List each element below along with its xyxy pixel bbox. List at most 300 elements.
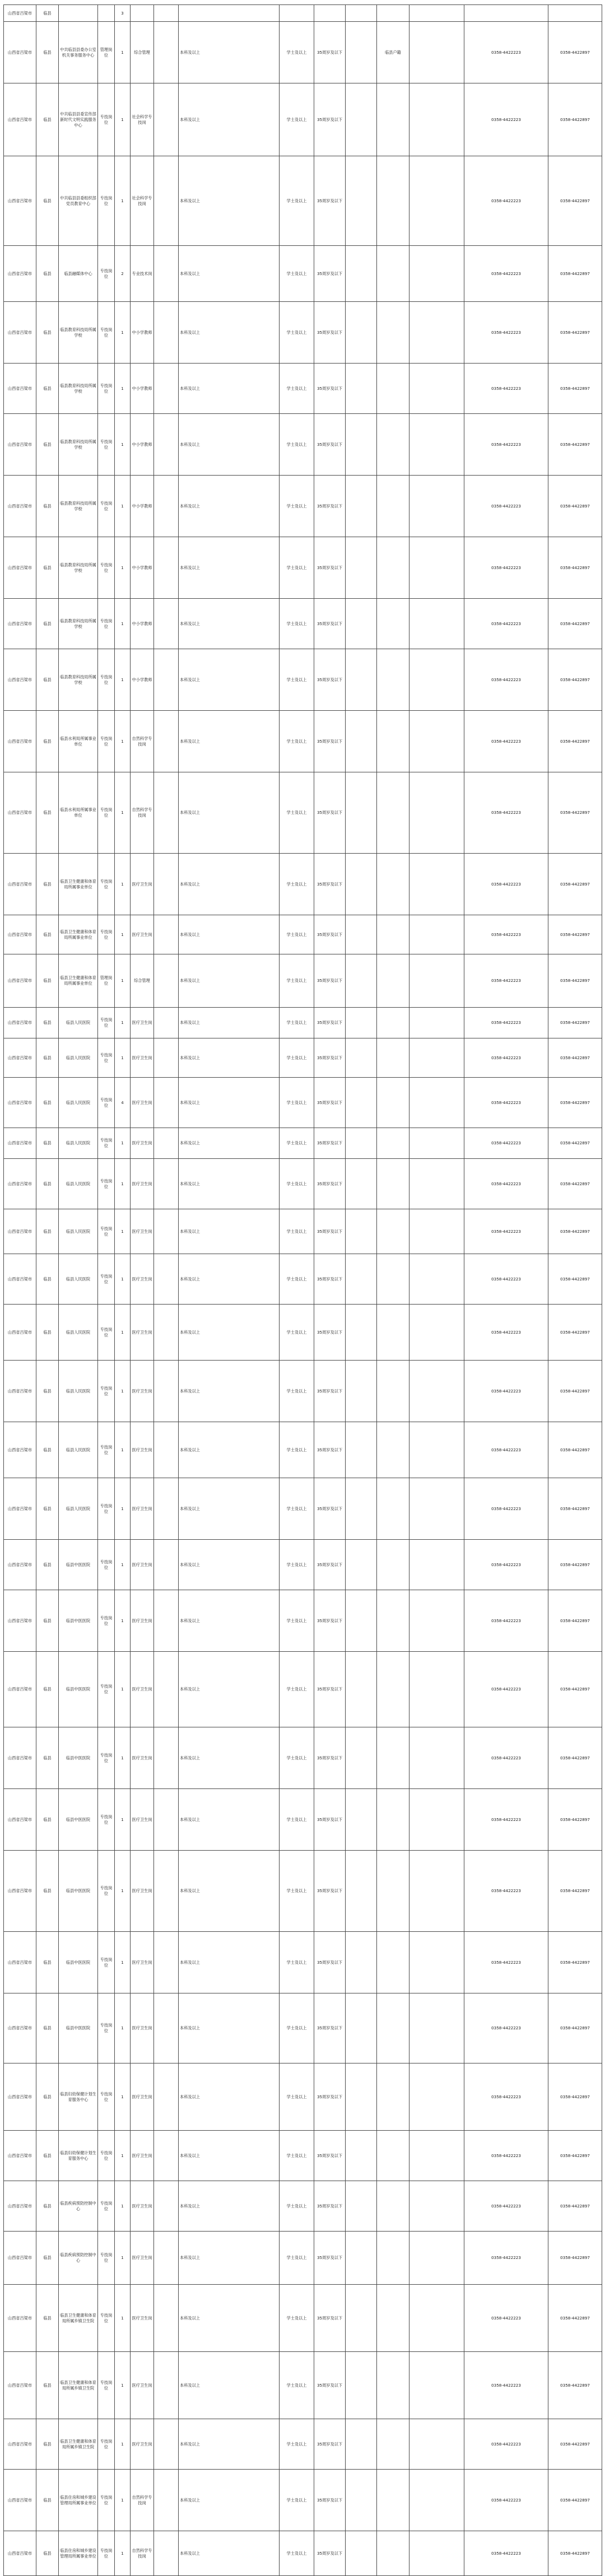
table-cell: 本科及以上 — [179, 2419, 280, 2470]
table-cell: 临县 — [36, 1652, 59, 1727]
table-cell: 临县 — [36, 2285, 59, 2352]
table-cell: 临县住房和城乡建设管理局所属事业单位 — [59, 2531, 98, 2576]
table-cell — [154, 711, 179, 772]
table-cell: 学士及以上 — [280, 1652, 314, 1727]
table-cell — [346, 22, 377, 83]
table-row — [4, 22, 602, 83]
table-cell — [346, 2063, 377, 2131]
table-cell: 0358-4422897 — [548, 537, 602, 599]
table-row — [4, 1932, 602, 1993]
table-cell — [377, 1932, 409, 1993]
table-cell: 0358-4422223 — [464, 772, 548, 854]
table-cell — [409, 2131, 464, 2181]
table-cell: 35周岁及以下 — [314, 2352, 346, 2419]
table-cell: 35周岁及以下 — [314, 476, 346, 537]
table-cell: 0358-4422223 — [464, 156, 548, 246]
table-cell — [179, 5, 280, 22]
table-cell: 0358-4422223 — [464, 854, 548, 915]
table-body — [4, 5, 602, 2576]
table-cell: 临县水利局所属事业单位 — [59, 711, 98, 772]
table-cell: 临县 — [36, 954, 59, 1008]
table-cell: 学士及以上 — [280, 854, 314, 915]
table-cell — [154, 1159, 179, 1209]
table-cell: 0358-4422897 — [548, 2181, 602, 2232]
table-cell: 山西省吕梁市 — [4, 2232, 36, 2285]
table-cell — [346, 599, 377, 649]
table-cell — [154, 1422, 179, 1478]
table-cell: 临县 — [36, 2131, 59, 2181]
table-cell: 临县 — [36, 915, 59, 954]
table-cell: 0358-4422897 — [548, 1422, 602, 1478]
table-cell — [409, 1305, 464, 1361]
table-cell: 0358-4422223 — [464, 364, 548, 414]
table-cell: 临县 — [36, 246, 59, 302]
table-cell: 中小学教师 — [131, 364, 154, 414]
table-cell — [409, 302, 464, 364]
table-cell: 35周岁及以下 — [314, 2181, 346, 2232]
table-cell: 35周岁及以下 — [314, 2470, 346, 2531]
table-cell — [409, 83, 464, 156]
table-cell: 35周岁及以下 — [314, 302, 346, 364]
table-cell: 1 — [115, 599, 131, 649]
table-cell — [409, 22, 464, 83]
table-cell: 医疗卫生岗 — [131, 1993, 154, 2063]
table-cell: 医疗卫生岗 — [131, 1727, 154, 1789]
table-cell: 本科及以上 — [179, 1038, 280, 1078]
table-cell: 35周岁及以下 — [314, 1478, 346, 1540]
table-cell: 临县卫生健康和体育局所属事业单位 — [59, 854, 98, 915]
table-cell: 1 — [115, 1361, 131, 1422]
table-cell — [154, 1128, 179, 1159]
table-row — [4, 1422, 602, 1478]
table-cell — [377, 2352, 409, 2419]
table-cell — [154, 414, 179, 476]
table-cell: 1 — [115, 2470, 131, 2531]
table-cell — [377, 954, 409, 1008]
table-cell: 0358-4422223 — [464, 2181, 548, 2232]
table-cell — [346, 1932, 377, 1993]
table-cell — [409, 1254, 464, 1305]
table-cell: 1 — [115, 1993, 131, 2063]
table-cell — [377, 711, 409, 772]
table-cell — [377, 414, 409, 476]
table-cell: 本科及以上 — [179, 1478, 280, 1540]
table-cell: 0358-4422223 — [464, 1932, 548, 1993]
table-cell: 本科及以上 — [179, 1209, 280, 1254]
table-cell: 医疗卫生岗 — [131, 1590, 154, 1652]
table-cell: 山西省吕梁市 — [4, 83, 36, 156]
table-cell: 35周岁及以下 — [314, 1361, 346, 1422]
table-cell: 0358-4422897 — [548, 476, 602, 537]
table-cell: 山西省吕梁市 — [4, 1209, 36, 1254]
table-cell — [346, 854, 377, 915]
table-cell — [154, 2470, 179, 2531]
table-cell: 35周岁及以下 — [314, 772, 346, 854]
table-cell: 山西省吕梁市 — [4, 1932, 36, 1993]
table-cell — [154, 156, 179, 246]
table-cell — [409, 2063, 464, 2131]
table-cell: 本科及以上 — [179, 599, 280, 649]
table-cell: 临县人民医院 — [59, 1305, 98, 1361]
table-cell: 本科及以上 — [179, 649, 280, 711]
table-cell — [346, 1361, 377, 1422]
table-cell: 临县 — [36, 649, 59, 711]
table-cell — [377, 2419, 409, 2470]
table-cell: 专技岗位 — [98, 1478, 115, 1540]
table-cell: 35周岁及以下 — [314, 954, 346, 1008]
table-cell: 学士及以上 — [280, 476, 314, 537]
table-cell: 0358-4422897 — [548, 1478, 602, 1540]
table-cell: 医疗卫生岗 — [131, 1652, 154, 1727]
table-cell — [346, 414, 377, 476]
table-cell — [409, 5, 464, 22]
table-row — [4, 1727, 602, 1789]
table-row — [4, 1159, 602, 1209]
table-cell — [346, 1652, 377, 1727]
table-cell: 0358-4422223 — [464, 649, 548, 711]
table-cell: 0358-4422897 — [548, 1305, 602, 1361]
table-cell — [377, 2531, 409, 2576]
table-cell — [154, 954, 179, 1008]
table-cell — [377, 2470, 409, 2531]
table-cell — [154, 1038, 179, 1078]
table-cell: 专技岗位 — [98, 302, 115, 364]
table-cell: 0358-4422223 — [464, 2470, 548, 2531]
table-cell: 医疗卫生岗 — [131, 1078, 154, 1128]
table-cell: 临县教育科技局所属学校 — [59, 599, 98, 649]
table-cell: 山西省吕梁市 — [4, 1008, 36, 1038]
table-cell: 0358-4422223 — [464, 1305, 548, 1361]
table-cell: 临县 — [36, 1254, 59, 1305]
table-cell — [154, 1305, 179, 1361]
table-cell — [314, 5, 346, 22]
table-cell — [346, 2181, 377, 2232]
table-cell: 山西省吕梁市 — [4, 1652, 36, 1727]
table-cell — [409, 1727, 464, 1789]
table-cell: 中共临县县委宣传部新时代文明实践服务中心 — [59, 83, 98, 156]
table-cell — [346, 1254, 377, 1305]
table-cell — [346, 1209, 377, 1254]
table-row — [4, 915, 602, 954]
table-cell: 山西省吕梁市 — [4, 1590, 36, 1652]
table-cell: 0358-4422897 — [548, 649, 602, 711]
table-cell: 0358-4422223 — [464, 2419, 548, 2470]
table-cell: 2 — [115, 246, 131, 302]
table-row — [4, 2352, 602, 2419]
table-cell: 本科及以上 — [179, 2232, 280, 2285]
table-cell — [346, 1159, 377, 1209]
table-cell — [409, 1478, 464, 1540]
table-cell: 临县卫生健康和体育局所属乡镇卫生院 — [59, 2352, 98, 2419]
table-cell: 临县 — [36, 2419, 59, 2470]
table-cell: 1 — [115, 711, 131, 772]
table-cell — [377, 2181, 409, 2232]
table-cell: 本科及以上 — [179, 302, 280, 364]
table-cell — [154, 649, 179, 711]
table-cell: 山西省吕梁市 — [4, 414, 36, 476]
table-cell: 35周岁及以下 — [314, 854, 346, 915]
table-cell: 1 — [115, 537, 131, 599]
table-row — [4, 2131, 602, 2181]
table-cell — [154, 1851, 179, 1932]
table-cell — [346, 649, 377, 711]
table-cell — [346, 2531, 377, 2576]
table-cell: 山西省吕梁市 — [4, 1128, 36, 1159]
table-cell: 临县教育科技局所属学校 — [59, 414, 98, 476]
table-cell: 山西省吕梁市 — [4, 1422, 36, 1478]
table-cell: 临县 — [36, 414, 59, 476]
table-cell: 医疗卫生岗 — [131, 1422, 154, 1478]
table-cell: 1 — [115, 2352, 131, 2419]
table-cell: 山西省吕梁市 — [4, 2285, 36, 2352]
table-cell: 35周岁及以下 — [314, 1078, 346, 1128]
table-cell: 专技岗位 — [98, 1851, 115, 1932]
table-cell: 35周岁及以下 — [314, 1851, 346, 1932]
table-cell: 学士及以上 — [280, 1209, 314, 1254]
table-cell: 管理岗位 — [98, 22, 115, 83]
table-cell: 临县 — [36, 2352, 59, 2419]
table-cell: 0358-4422897 — [548, 2470, 602, 2531]
table-cell: 学士及以上 — [280, 1038, 314, 1078]
table-cell: 0358-4422223 — [464, 1422, 548, 1478]
table-cell — [409, 954, 464, 1008]
table-cell: 学士及以上 — [280, 2419, 314, 2470]
table-cell: 临县 — [36, 1727, 59, 1789]
table-cell: 山西省吕梁市 — [4, 2181, 36, 2232]
table-cell: 专技岗位 — [98, 2063, 115, 2131]
table-cell: 本科及以上 — [179, 772, 280, 854]
table-cell: 本科及以上 — [179, 711, 280, 772]
table-cell: 山西省吕梁市 — [4, 2470, 36, 2531]
table-cell: 0358-4422223 — [464, 954, 548, 1008]
table-cell: 临县人民医院 — [59, 1038, 98, 1078]
table-cell — [377, 1361, 409, 1422]
table-cell — [377, 1789, 409, 1851]
table-cell: 0358-4422897 — [548, 1540, 602, 1590]
table-cell: 临县人民医院 — [59, 1422, 98, 1478]
table-cell — [131, 5, 154, 22]
table-cell: 0358-4422897 — [548, 414, 602, 476]
table-cell: 临县 — [36, 2063, 59, 2131]
table-cell: 临县 — [36, 854, 59, 915]
table-cell: 0358-4422897 — [548, 1361, 602, 1422]
table-cell: 本科及以上 — [179, 1540, 280, 1590]
table-cell — [154, 1254, 179, 1305]
table-cell: 专技岗位 — [98, 476, 115, 537]
table-cell — [154, 1590, 179, 1652]
table-cell: 临县人民医院 — [59, 1254, 98, 1305]
table-cell: 0358-4422897 — [548, 954, 602, 1008]
table-cell: 0358-4422897 — [548, 1789, 602, 1851]
table-cell: 35周岁及以下 — [314, 1789, 346, 1851]
table-cell: 学士及以上 — [280, 1478, 314, 1540]
table-cell: 临县融媒体中心 — [59, 246, 98, 302]
table-cell: 专技岗位 — [98, 772, 115, 854]
table-cell — [154, 476, 179, 537]
table-cell: 0358-4422223 — [464, 22, 548, 83]
table-cell: 35周岁及以下 — [314, 1590, 346, 1652]
table-cell: 0358-4422223 — [464, 1008, 548, 1038]
table-cell — [377, 599, 409, 649]
table-cell: 山西省吕梁市 — [4, 954, 36, 1008]
table-cell: 0358-4422897 — [548, 2352, 602, 2419]
table-row — [4, 2285, 602, 2352]
table-cell: 1 — [115, 2285, 131, 2352]
table-cell: 35周岁及以下 — [314, 711, 346, 772]
table-cell: 山西省吕梁市 — [4, 246, 36, 302]
table-cell: 医疗卫生岗 — [131, 2285, 154, 2352]
table-cell: 0358-4422223 — [464, 1851, 548, 1932]
table-cell: 0358-4422223 — [464, 1652, 548, 1727]
table-cell: 0358-4422223 — [464, 1078, 548, 1128]
table-cell: 专技岗位 — [98, 2181, 115, 2232]
table-cell: 0358-4422223 — [464, 1159, 548, 1209]
table-cell — [346, 1727, 377, 1789]
table-cell — [409, 1361, 464, 1422]
table-cell: 山西省吕梁市 — [4, 1851, 36, 1932]
table-cell: 学士及以上 — [280, 1078, 314, 1128]
table-cell: 35周岁及以下 — [314, 1038, 346, 1078]
table-cell: 专技岗位 — [98, 1305, 115, 1361]
table-cell: 医疗卫生岗 — [131, 1209, 154, 1254]
table-row — [4, 954, 602, 1008]
table-cell: 0358-4422897 — [548, 2232, 602, 2285]
table-cell: 35周岁及以下 — [314, 649, 346, 711]
table-cell: 学士及以上 — [280, 2063, 314, 2131]
table-cell: 0358-4422897 — [548, 1128, 602, 1159]
table-cell — [154, 1993, 179, 2063]
table-cell — [346, 302, 377, 364]
table-cell: 学士及以上 — [280, 915, 314, 954]
table-cell — [154, 1078, 179, 1128]
table-cell: 35周岁及以下 — [314, 1993, 346, 2063]
table-cell: 本科及以上 — [179, 1128, 280, 1159]
table-cell: 学士及以上 — [280, 1727, 314, 1789]
table-cell: 山西省吕梁市 — [4, 1727, 36, 1789]
table-cell — [346, 2352, 377, 2419]
table-cell — [409, 156, 464, 246]
table-cell: 1 — [115, 1789, 131, 1851]
table-cell: 山西省吕梁市 — [4, 1361, 36, 1422]
table-cell: 临县 — [36, 5, 59, 22]
table-cell: 医疗卫生岗 — [131, 1851, 154, 1932]
table-cell — [346, 364, 377, 414]
table-cell: 综合管理 — [131, 22, 154, 83]
table-cell — [377, 1305, 409, 1361]
table-cell — [346, 1128, 377, 1159]
table-cell: 本科及以上 — [179, 1652, 280, 1727]
table-cell: 山西省吕梁市 — [4, 2419, 36, 2470]
table-row — [4, 83, 602, 156]
table-cell — [346, 915, 377, 954]
table-cell — [154, 1540, 179, 1590]
table-cell: 0358-4422223 — [464, 2232, 548, 2285]
table-cell — [154, 599, 179, 649]
table-cell — [409, 1209, 464, 1254]
table-cell: 学士及以上 — [280, 2352, 314, 2419]
table-cell: 临县 — [36, 1932, 59, 1993]
table-cell: 医疗卫生岗 — [131, 1789, 154, 1851]
table-cell: 专技岗位 — [98, 2352, 115, 2419]
table-cell: 本科及以上 — [179, 156, 280, 246]
table-cell: 35周岁及以下 — [314, 414, 346, 476]
table-row — [4, 246, 602, 302]
table-cell — [154, 83, 179, 156]
table-cell: 山西省吕梁市 — [4, 1305, 36, 1361]
table-cell: 临县教育科技局所属学校 — [59, 302, 98, 364]
table-cell: 1 — [115, 1159, 131, 1209]
table-cell: 0358-4422223 — [464, 1128, 548, 1159]
table-cell — [346, 1008, 377, 1038]
table-cell: 本科及以上 — [179, 2181, 280, 2232]
table-row — [4, 156, 602, 246]
table-cell: 0358-4422897 — [548, 1038, 602, 1078]
table-cell: 山西省吕梁市 — [4, 599, 36, 649]
table-cell — [409, 2470, 464, 2531]
table-cell — [98, 5, 115, 22]
table-cell: 学士及以上 — [280, 83, 314, 156]
table-cell: 医疗卫生岗 — [131, 854, 154, 915]
table-cell: 1 — [115, 954, 131, 1008]
table-cell: 山西省吕梁市 — [4, 649, 36, 711]
table-cell: 专技岗位 — [98, 1128, 115, 1159]
table-cell: 中小学教师 — [131, 599, 154, 649]
table-cell: 医疗卫生岗 — [131, 1478, 154, 1540]
table-cell — [377, 772, 409, 854]
table-cell: 35周岁及以下 — [314, 599, 346, 649]
table-cell — [346, 2470, 377, 2531]
table-cell: 本科及以上 — [179, 537, 280, 599]
table-cell: 1 — [115, 156, 131, 246]
table-cell: 1 — [115, 2419, 131, 2470]
table-cell: 临县妇幼保健计划生育服务中心 — [59, 2131, 98, 2181]
table-row — [4, 2063, 602, 2131]
table-cell: 35周岁及以下 — [314, 2531, 346, 2576]
table-cell — [377, 1078, 409, 1128]
table-cell: 临县教育科技局所属学校 — [59, 364, 98, 414]
table-cell — [346, 1789, 377, 1851]
table-cell — [409, 599, 464, 649]
table-cell: 山西省吕梁市 — [4, 1078, 36, 1128]
table-row — [4, 1993, 602, 2063]
table-cell — [346, 537, 377, 599]
table-cell: 学士及以上 — [280, 537, 314, 599]
table-cell — [377, 83, 409, 156]
table-cell: 1 — [115, 1478, 131, 1540]
table-cell: 0358-4422897 — [548, 1993, 602, 2063]
table-cell: 1 — [115, 1209, 131, 1254]
table-row — [4, 2531, 602, 2576]
table-cell: 专技岗位 — [98, 1422, 115, 1478]
table-cell — [346, 83, 377, 156]
table-cell: 临县 — [36, 1540, 59, 1590]
table-cell — [154, 2181, 179, 2232]
table-cell: 学士及以上 — [280, 1159, 314, 1209]
table-cell: 山西省吕梁市 — [4, 854, 36, 915]
table-cell — [154, 2419, 179, 2470]
table-cell: 中共临县县委办公室机关事务服务中心 — [59, 22, 98, 83]
recruitment-table-page — [0, 4, 605, 2559]
table-cell: 临县人民医院 — [59, 1128, 98, 1159]
table-row — [4, 537, 602, 599]
table-cell: 中小学教师 — [131, 414, 154, 476]
table-cell: 0358-4422897 — [548, 854, 602, 915]
table-cell: 临县 — [36, 83, 59, 156]
table-row — [4, 711, 602, 772]
table-cell: 本科及以上 — [179, 1008, 280, 1038]
table-cell: 临县卫生健康和体育局所属乡镇卫生院 — [59, 2285, 98, 2352]
table-cell: 临县人民医院 — [59, 1361, 98, 1422]
